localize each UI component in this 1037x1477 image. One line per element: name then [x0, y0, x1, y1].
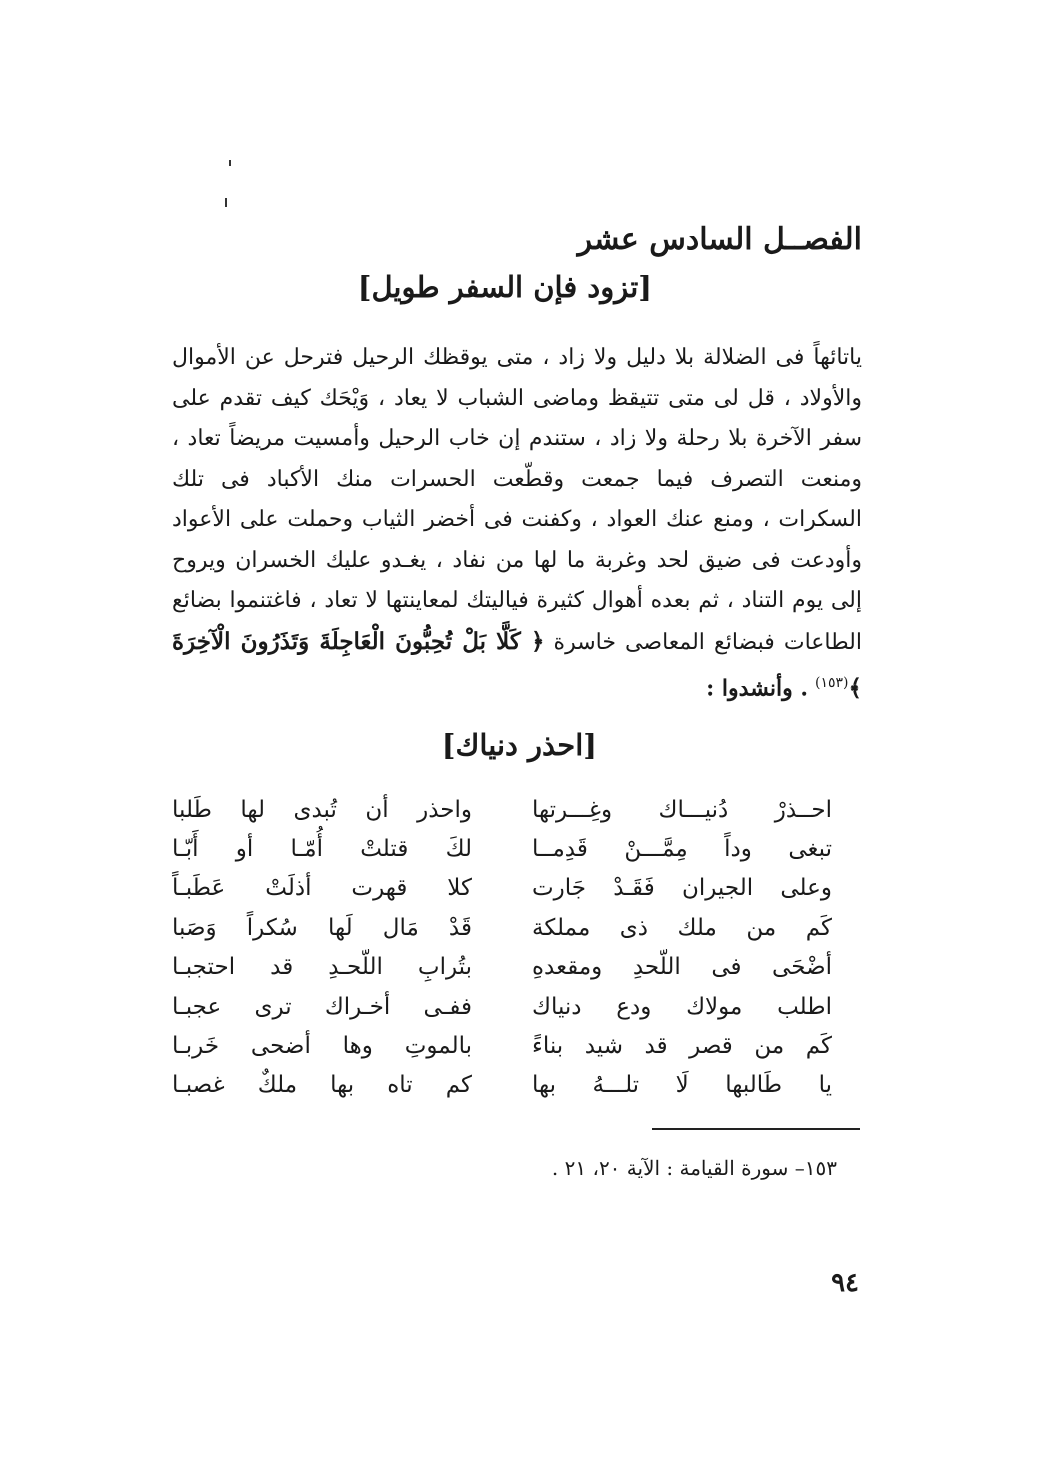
- poem-couplet: [172, 790, 832, 829]
- poem-hemistich-first: أضْحَى فى اللّحدِ ومقعدهِ: [532, 954, 832, 981]
- poem-hemistich-first: تبغى وداً مِمَّـــنْ قَدِمــا: [532, 836, 832, 863]
- footnote-divider: [652, 1128, 860, 1130]
- poem-hemistich-second: كلا قهرت أذلَتْ عَطَبـاً: [172, 875, 472, 902]
- poem-hemistich-second: واحذر أن تُبدى لها طَلبا: [172, 796, 472, 823]
- poem-hemistich-second: ففـى أخـراك ترى عجبـا: [172, 993, 472, 1020]
- poem-couplet: [172, 869, 832, 908]
- poem-couplet: [172, 1026, 832, 1065]
- poem-hemistich-first: يا طَالبها لَا تلـــهُ بها: [532, 1072, 832, 1099]
- scan-specks: [225, 160, 233, 210]
- prose-ending: . وأنشدوا :: [706, 675, 809, 702]
- poem-hemistich-second: قَدْ مَال لَها سُكراً وَصَبا: [172, 914, 472, 941]
- page-number: ٩٤: [831, 1268, 859, 1298]
- poem-hemistich-first: كَم من قصر قد شيد بناءً: [532, 1033, 832, 1060]
- poem-couplet: [172, 829, 832, 868]
- poem-hemistich-second: بالموتِ وها أضحى خَربـا: [172, 1033, 472, 1060]
- poem-hemistich-second: لكَ قتلتْ أُمّـا أو أَبّـا: [172, 836, 472, 863]
- footnote: ١٥٣– سورة القيامة : الآية ٢٠، ٢١ .: [551, 1156, 837, 1180]
- prose-paragraph: [172, 338, 862, 710]
- poem-hemistich-first: وعلى الجيران فَقَـدْ جَارت: [532, 875, 832, 902]
- section-title: [تزود فإن السفر طويل]: [357, 270, 652, 304]
- poem-couplet: [172, 987, 832, 1026]
- poem-hemistich-first: كَم من ملك ذى مملكة: [532, 914, 832, 941]
- poem-hemistich-second: بتُرابِ اللّحـدِ قد احتجبـا: [172, 954, 472, 981]
- poem: [172, 790, 832, 1105]
- poem-couplet: [172, 948, 832, 987]
- poem-title: [احذر دنياك]: [441, 728, 597, 762]
- chapter-title: الفصــل السادس عشر: [577, 222, 862, 257]
- quran-verse: ﴿ كَلَّا بَلْ تُحِبُّونَ الْعَاجِلَةَ وَتَذَرُونَ الْآخِرَةَ ﴾: [172, 627, 862, 702]
- poem-couplet: [172, 1066, 832, 1105]
- poem-hemistich-second: كم تاه بها ملكٌ غصبـا: [172, 1072, 472, 1099]
- prose-opening: ياتائهاً فى الضلالة بلا دليل ولا زاد ، متى يوقظك الرحيل فترحل عن الأموال والأولاد ، قل لى متى تتيقظ وماضى الشباب لا يعاد ، وَيْحَك كيف تقدم على سفر الآخرة بلا رحلة ولا زاد ، ستندم إن خاب الرحيل وأمسيت مريضاً تعاد ، ومنعت التصرف فيما جمعت وقطّعت الحسرات منك الأكباد فى تلك السكرات ، ومنع عنك العواد ، وكفنت فى أخضر الثياب وحملت على الأعواد وأودعت فى ضيق لحد وغربة ما لها من نفاد ، يغـدو عليك الخسران ويروح إلى يوم التناد ، ثم بعده أهوال كثيرة فياليتك لمعاينتها لا تعاد ، فاغتنموا بضائع الطاعات فبضائع المعاصى خاسرة: [172, 345, 863, 655]
- poem-hemistich-first: اطلب مولاك ودع دنياك: [532, 993, 832, 1020]
- poem-couplet: [172, 908, 832, 947]
- poem-hemistich-first: احــذرْ دُنيـــاك وغِـــرتها: [532, 796, 832, 823]
- footnote-reference: (١٥٣): [815, 675, 849, 691]
